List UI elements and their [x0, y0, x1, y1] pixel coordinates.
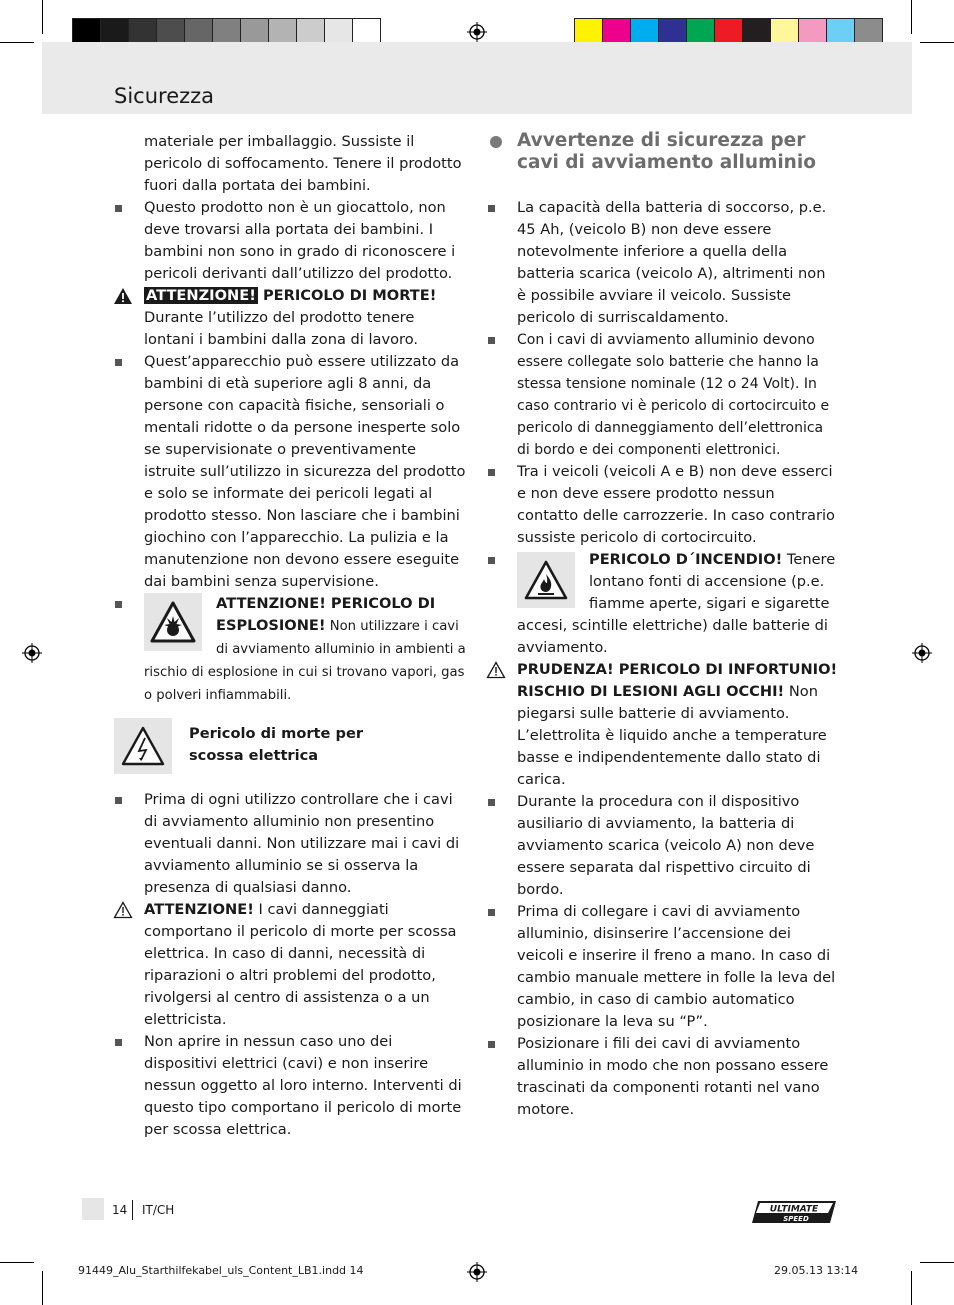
warning-item	[144, 899, 466, 1031]
warning-triangle-icon	[113, 901, 133, 919]
paragraph: Posizionare i fili dei cavi di avviamento alluminio in modo che non possano essere trascinati da componenti rotanti nel vano motore.	[517, 1035, 829, 1118]
bullet-icon	[488, 799, 495, 806]
warning-body: Non piegarsi sulle batterie di avviamento. L’elettrolita è liquido anche a temperature basse e indipendentemente dallo stato di carica.	[517, 683, 827, 788]
explosion-warning-icon	[144, 593, 202, 651]
paragraph: Tra i veicoli (veicoli A e B) non deve esserci e non deve essere prodotto nessun contatto delle carrozzerie. In caso contrario sussiste pericolo di cortocircuito.	[517, 463, 835, 546]
bullet-icon	[115, 601, 122, 608]
svg-text:ULTIMATE: ULTIMATE	[769, 1204, 819, 1215]
fire-warning-icon	[517, 552, 575, 608]
crop-mark	[42, 1271, 43, 1305]
crop-mark	[920, 1262, 954, 1263]
list-item	[144, 197, 466, 285]
warning-item	[144, 285, 466, 351]
explosion-warning-title: ATTENZIONE! PERICOLO DI ESPLOSIONE!	[216, 595, 436, 634]
warning-item	[517, 659, 839, 791]
registration-mark-icon	[912, 643, 932, 663]
list-item	[144, 593, 466, 707]
list-item	[144, 351, 466, 593]
warning-text	[517, 659, 839, 791]
bullet-icon	[115, 205, 122, 212]
paragraph: materiale per imballaggio. Sussiste il pericolo di soffocamento. Tenere il prodotto fuori dalla portata dei bambini.	[144, 133, 462, 194]
right-column	[517, 197, 839, 1121]
ultimate-speed-logo	[752, 1199, 836, 1225]
list-item	[144, 789, 466, 899]
warning-text	[144, 899, 466, 1031]
list-item	[517, 791, 839, 901]
list-item	[517, 1033, 839, 1121]
list-item	[517, 549, 839, 659]
svg-text:SPEED: SPEED	[783, 1215, 809, 1223]
bullet-icon	[488, 909, 495, 916]
bullet-icon	[115, 797, 122, 804]
explosion-warning-body: Non utilizzare i cavi di avviamento alluminio in ambienti a rischio di esplosione in cui si trovano vapori, gas o polveri infiammabili.	[144, 619, 466, 703]
list-item	[517, 901, 839, 1033]
fire-warning-title: PERICOLO D´INCENDIO!	[589, 551, 783, 568]
slug-date: 29.05.13 13:14	[774, 1264, 859, 1277]
crop-mark	[0, 1262, 34, 1263]
crop-mark	[920, 42, 954, 43]
warning-triangle-icon	[486, 661, 506, 679]
section-heading: Avvertenze di sicurezza per cavi di avviamento alluminio	[517, 130, 816, 173]
electric-shock-title-line: Pericolo di morte per	[189, 725, 364, 742]
bullet-icon	[488, 337, 495, 344]
section-title: Sicurezza	[114, 84, 215, 108]
paragraph: Quest’apparecchio può essere utilizzato da bambini di età superiore agli 8 anni, da persone con capacità fisiche, sensoriali o mentali ridotte o da persone inesperte solo se supervisionate o preventivamente istruite sull’utilizzo in sicurezza del prodotto e solo se informate dei pericoli legati al prodotto stesso. Non lasciare che i bambini giochino con l’apparecchio. La pulizia e la manutenzione non devono essere eseguite dai bambini senza supervisione.	[144, 353, 466, 590]
crop-mark	[911, 1271, 912, 1305]
electric-shock-title-line: scossa elettrica	[189, 747, 319, 764]
paragraph: Prima di collegare i cavi di avviamento alluminio, disinserire l’accensione dei veicoli e inserire il freno a mano. In caso di cambio manuale mettere in folle la leva del cambio, in caso di cambio automatico posizionare la leva su “P”.	[517, 903, 836, 1030]
paragraph: Non aprire in nessun caso uno dei dispositivi elettrici (cavi) e non inserire nessun oggetto al loro interno. Interventi di questo tipo comportano il pericolo di morte per scossa elettrica.	[144, 1033, 462, 1138]
bullet-icon	[488, 469, 495, 476]
warning-body: I cavi danneggiati comportano il pericolo di morte per scossa elettrica. In caso di danni, necessità di riparazioni o altri problemi del prodotto, rivolgersi al centro di assistenza o a un elettricista.	[144, 901, 457, 1028]
registration-mark-icon	[22, 643, 42, 663]
electric-shock-warning-icon	[114, 718, 172, 774]
slug-filename: 91449_Alu_Starthilfekabel_uls_Content_LB1.indd 14	[78, 1264, 364, 1277]
locale-label: IT/CH	[142, 1203, 175, 1217]
footer-divider	[132, 1200, 133, 1220]
paragraph: Questo prodotto non è un giocattolo, non deve trovarsi alla portata dei bambini. I bambini non sono in grado di riconoscere i pericoli derivanti dall’utilizzo del prodotto.	[144, 199, 456, 282]
bullet-icon	[488, 1041, 495, 1048]
page-number-box	[82, 1198, 104, 1220]
paragraph: Durante la procedura con il dispositivo ausiliario di avviamento, la batteria di avviamento scarica (veicolo A) non deve essere separata dal rispettivo circuito di bordo.	[517, 793, 815, 898]
list-item	[517, 329, 839, 461]
list-item	[517, 461, 839, 549]
left-column	[144, 131, 466, 707]
paragraph: La capacità della batteria di soccorso, p.e. 45 Ah, (veicolo B) non deve essere notevolmente inferiore a quella della batteria scarica (veicolo A), altrimenti non è possibile avviare il veicolo. Sussiste pericolo di surriscaldamento.	[517, 199, 827, 326]
crop-mark	[911, 0, 912, 34]
bullet-icon	[488, 557, 495, 564]
bullet-icon	[115, 359, 122, 366]
crop-mark	[0, 42, 34, 43]
heading-bullet-icon	[490, 136, 502, 148]
page-number: 14	[112, 1203, 128, 1217]
warning-title: PRUDENZA! PERICOLO DI INFORTUNIO! RISCHIO DI LESIONI AGLI OCCHI!	[517, 661, 838, 700]
list-item	[517, 197, 839, 329]
fire-warning-body: Tenere lontano fonti di accensione (p.e. fiamme aperte, sigari e sigarette accesi, scintille elettriche) dalle batterie di avviamento.	[517, 551, 836, 656]
left-column-lower	[144, 789, 466, 1141]
attention-badge: ATTENZIONE!	[146, 287, 256, 304]
paragraph: Prima di ogni utilizzo controllare che i cavi di avviamento alluminio non presentino eventuali danni. Non utilizzare mai i cavi di avviamento alluminio se si osserva la presenza di qualsiasi danno.	[144, 791, 460, 896]
warning-body: Durante l’utilizzo del prodotto tenere lontani i bambini dalla zona di lavoro.	[144, 309, 419, 348]
bullet-icon	[115, 1039, 122, 1046]
crop-mark	[42, 0, 43, 34]
bullet-icon	[488, 205, 495, 212]
warning-title: ATTENZIONE!	[144, 901, 254, 918]
electric-shock-title	[189, 723, 363, 767]
list-item	[144, 1031, 466, 1141]
warning-triangle-icon	[113, 287, 133, 305]
registration-mark-icon	[467, 22, 487, 42]
warning-title: PERICOLO DI MORTE!	[257, 287, 437, 304]
paragraph: Con i cavi di avviamento alluminio devono essere collegate solo batterie che hanno la stessa tensione nominale (12 o 24 Volt). In caso contrario vi è pericolo di cortocircuito e pericolo di danneggiamento dell’elettronica di bordo e dei componenti elettronici.	[517, 332, 830, 458]
warning-text	[144, 285, 466, 351]
registration-mark-icon	[467, 1262, 487, 1282]
